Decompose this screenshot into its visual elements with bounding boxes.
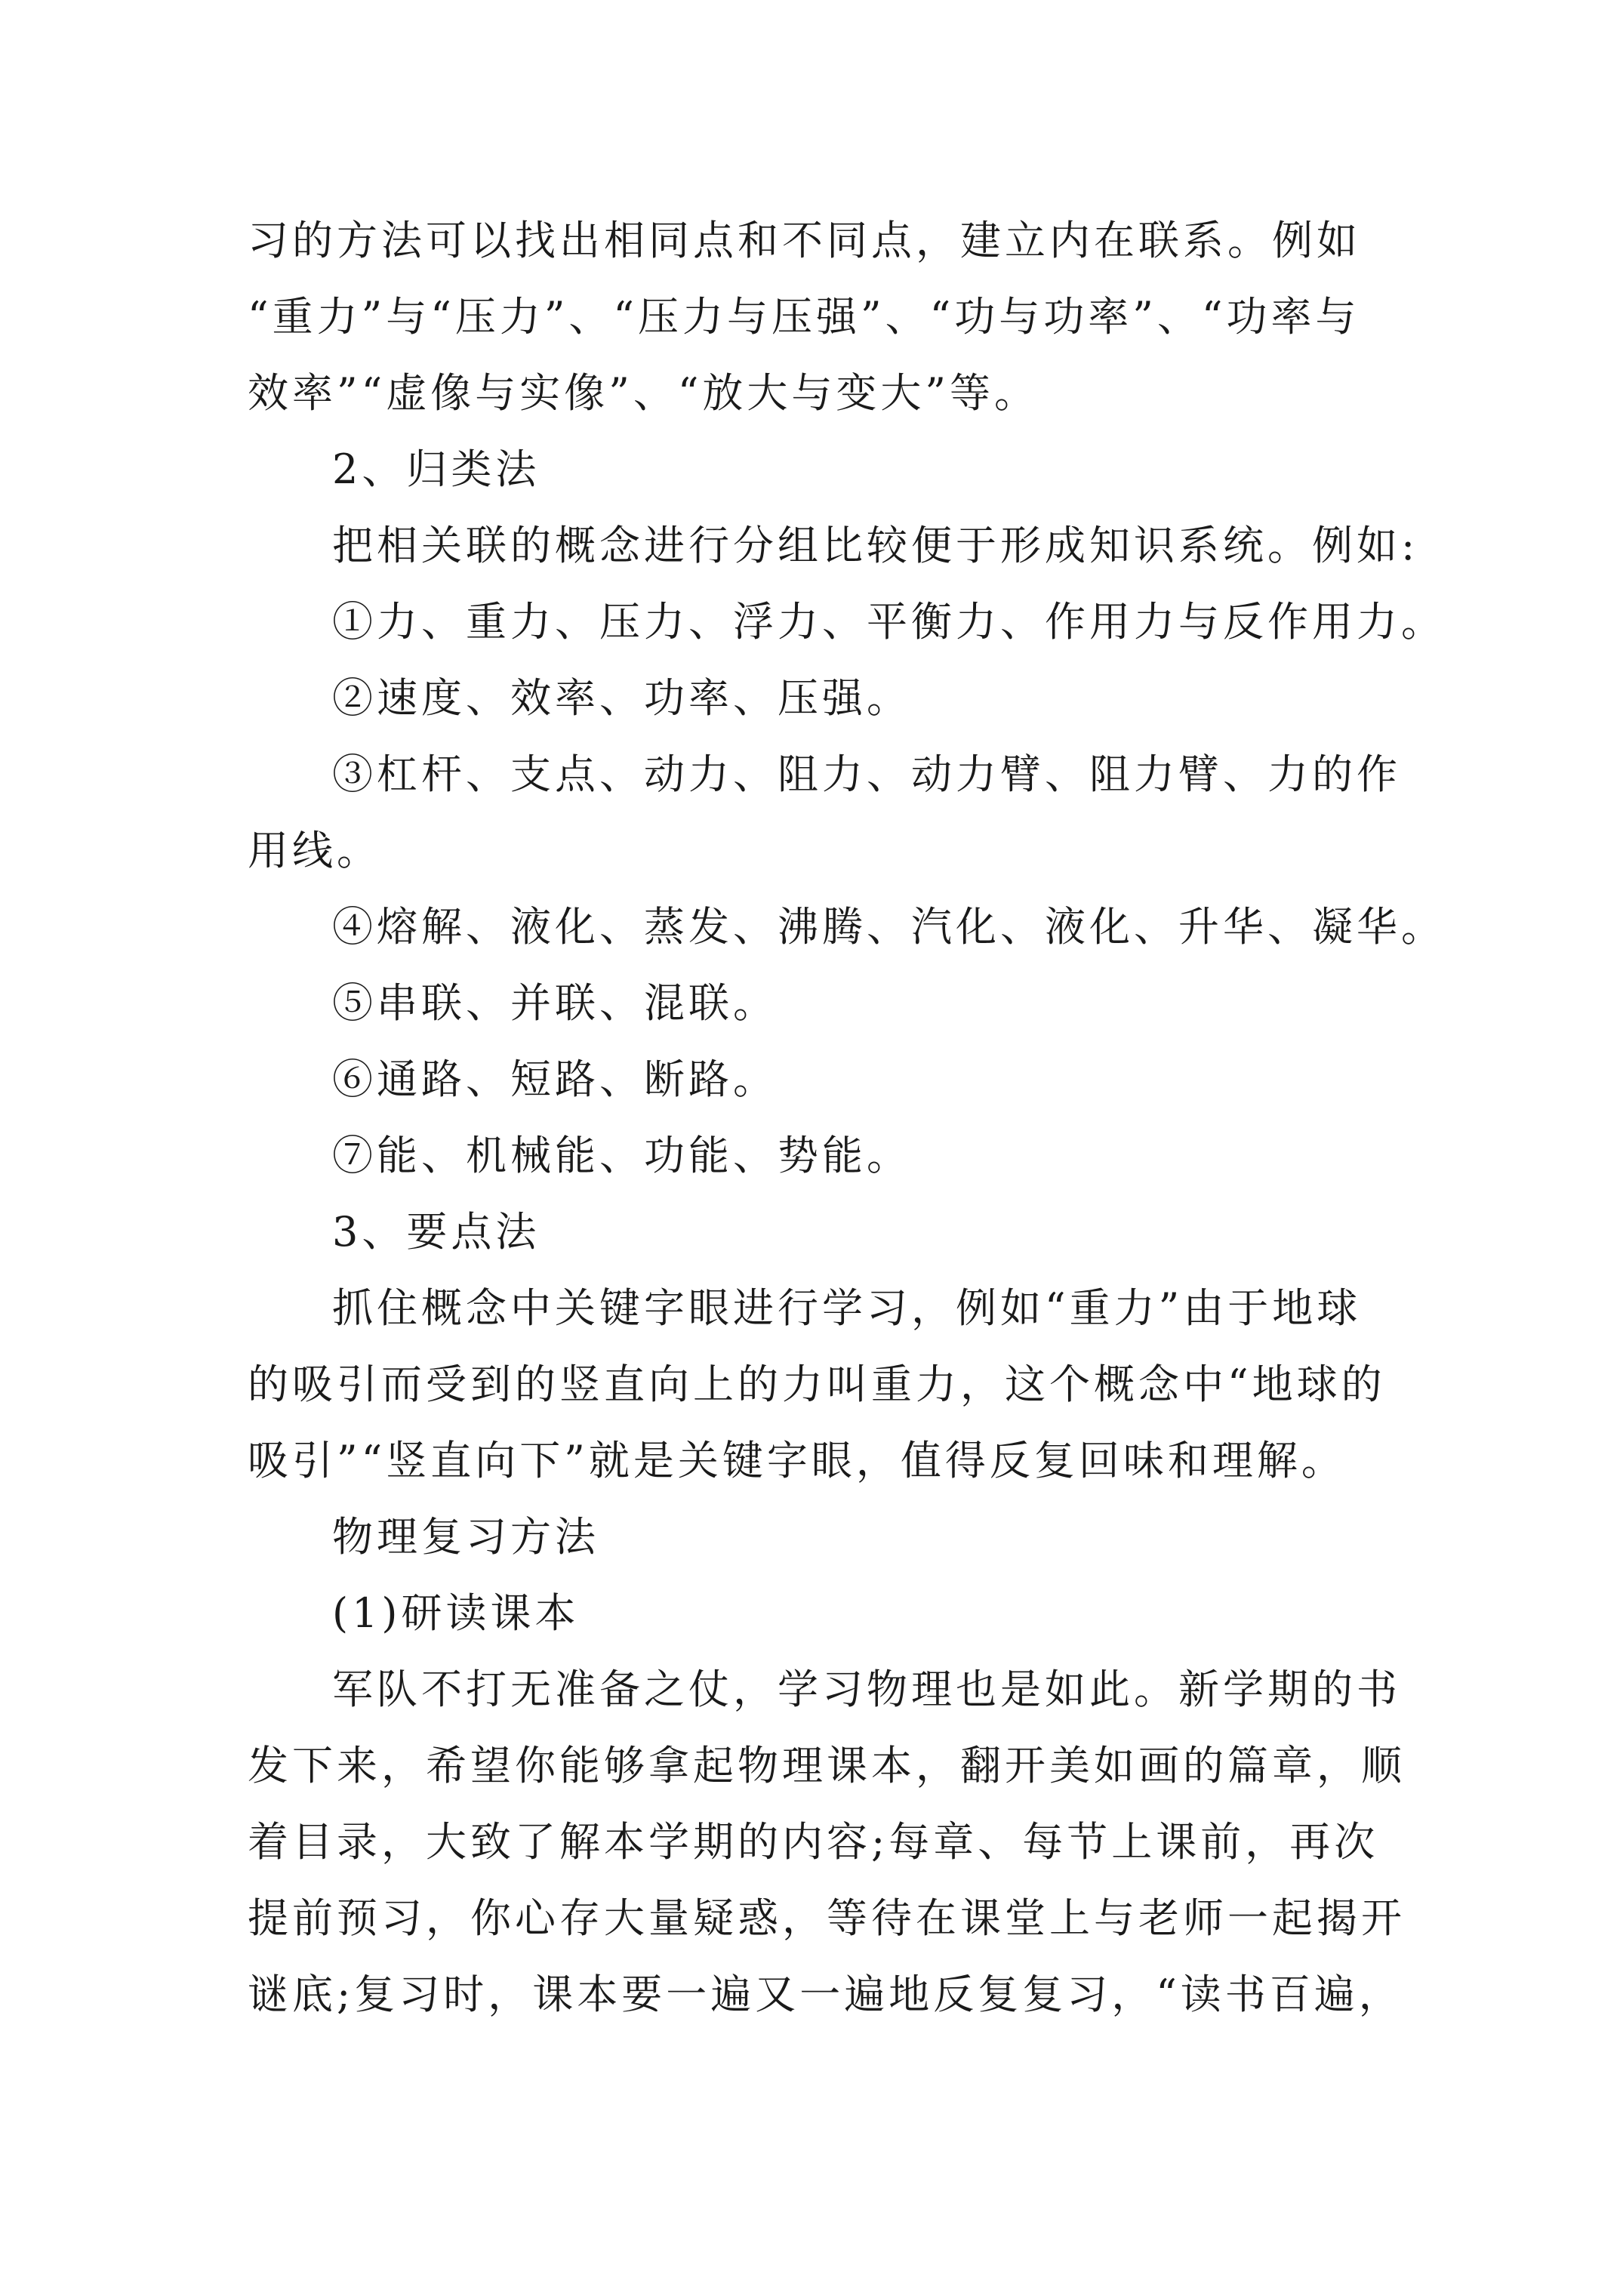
list-item: ④熔解、液化、蒸发、沸腾、汽化、液化、升华、凝华。 [332, 903, 1446, 951]
text-line: 把相关联的概念进行分组比较便于形成知识系统。例如: [332, 522, 1419, 569]
list-item: ⑤串联、并联、混联。 [332, 979, 778, 1027]
text-line: “重力”与“压力”、“压力与压强”、“功与功率”、“功率与 [248, 293, 1360, 341]
text-line: 习的方法可以找出相同点和不同点，建立内在联系。例如 [248, 217, 1361, 264]
list-item: ⑦能、机械能、功能、势能。 [332, 1132, 911, 1179]
list-item: ⑥通路、短路、断路。 [332, 1056, 778, 1103]
text-line: 发下来，希望你能够拿起物理课本，翻开美如画的篇章，顺 [248, 1742, 1406, 1789]
section-heading-2: 2、归类法 [332, 445, 540, 493]
text-line: 用线。 [248, 827, 381, 874]
body-text [248, 202, 1446, 2032]
section-heading-3: 3、要点法 [332, 1208, 540, 1256]
text-line: 军队不打无准备之仗，学习物理也是如此。新学期的书 [332, 1666, 1401, 1713]
text-line: 吸引”“竖直向下”就是关键字眼，值得反复回味和理解。 [248, 1437, 1346, 1484]
list-item: ③杠杆、支点、动力、阻力、动力臂、阻力臂、力的作 [332, 750, 1401, 798]
text-line: 提前预习，你心存大量疑惑，等待在课堂上与老师一起揭开 [248, 1894, 1406, 1942]
subsection-heading: (1)研读课本 [332, 1589, 580, 1637]
text-line: 的吸引而受到的竖直向上的力叫重力，这个概念中“地球的 [248, 1361, 1386, 1408]
text-line: 谜底;复习时，课本要一遍又一遍地反复复习，“读书百遍， [248, 1971, 1403, 2018]
section-title: 物理复习方法 [332, 1513, 599, 1561]
list-item: ②速度、效率、功率、压强。 [332, 674, 911, 722]
list-item: ①力、重力、压力、浮力、平衡力、作用力与反作用力。 [332, 598, 1446, 646]
text-line: 效率”“虚像与实像”、“放大与变大”等。 [248, 369, 1039, 417]
text-line: 着目录，大致了解本学期的内容;每章、每节上课前，再次 [248, 1818, 1379, 1866]
text-line: 抓住概念中关键字眼进行学习，例如“重力”由于地球 [332, 1284, 1362, 1332]
